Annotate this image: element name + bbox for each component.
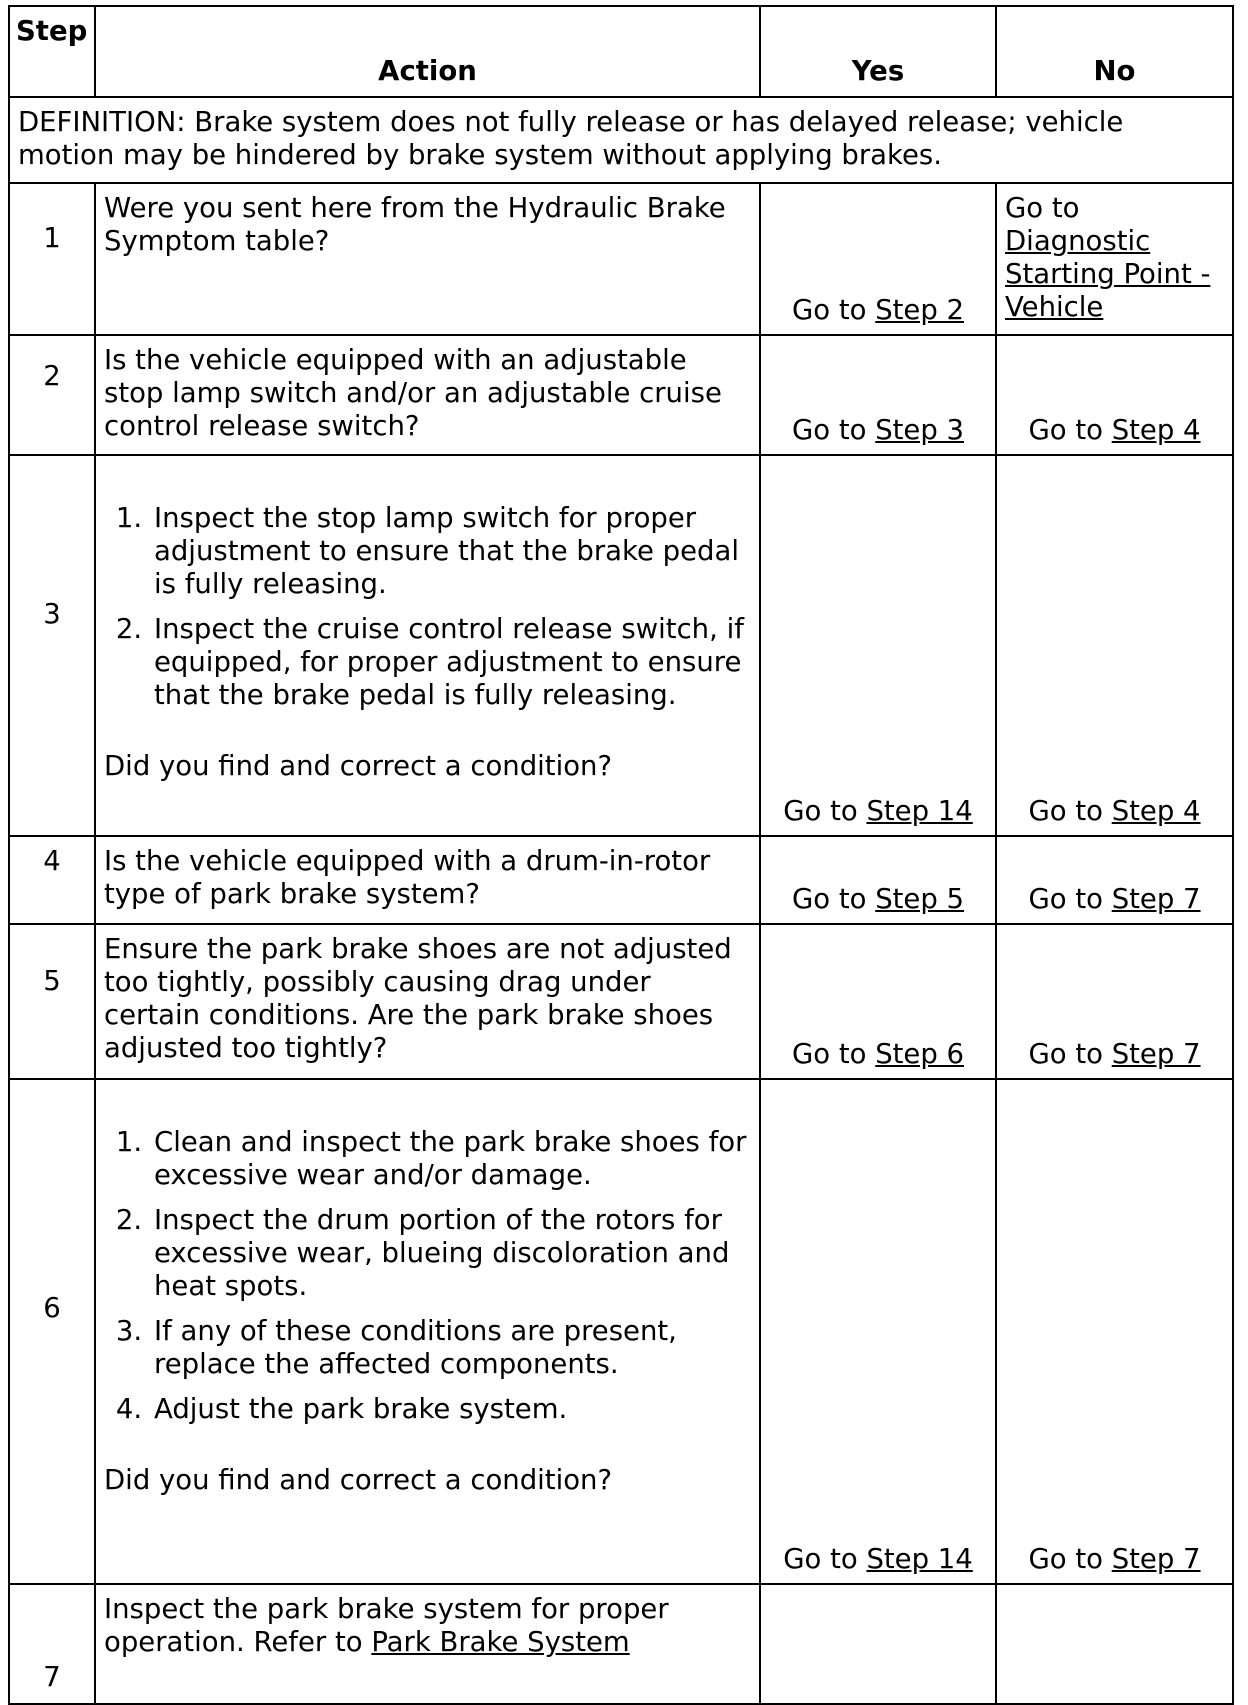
list-item-text: Inspect the stop lamp switch for proper adjustment to ensure that the brake pedal is fully releasing.: [154, 502, 739, 600]
list-item-number: 1.: [115, 502, 143, 534]
yes-cell: [760, 924, 996, 1079]
table-row: [9, 335, 1233, 455]
yes-link[interactable]: Step 5: [875, 883, 965, 915]
header-no: No: [996, 6, 1233, 97]
table-header-row: [9, 6, 1233, 97]
header-step: Step: [9, 6, 95, 97]
no-cell: [996, 183, 1233, 335]
step-number: 7: [9, 1584, 95, 1704]
park-brake-system-link[interactable]: Park Brake System: [371, 1626, 630, 1658]
go-to-label: Go to: [791, 414, 867, 446]
no-link[interactable]: Step 7: [1111, 883, 1201, 915]
go-to-label: Go to: [783, 1543, 858, 1575]
action-cell: [95, 1079, 760, 1584]
go-to-label: Go to: [1028, 414, 1103, 446]
list-item-text: Inspect the cruise control release switch, if equipped, for proper adjustment to ensure that the brake pedal is fully releasing.: [154, 613, 744, 711]
action-cell: [95, 455, 760, 836]
go-to-label: Go to: [1028, 1543, 1103, 1575]
yes-cell: [760, 455, 996, 836]
step-number: 2: [9, 335, 95, 455]
list-item-number: 4.: [115, 1393, 143, 1425]
action-text: Inspect the park brake system for proper operation. Refer to: [104, 1593, 669, 1658]
no-link[interactable]: Step 4: [1111, 795, 1201, 827]
list-item: [104, 1393, 751, 1426]
yes-link[interactable]: Step 2: [875, 294, 965, 326]
table-row: [9, 836, 1233, 924]
yes-link[interactable]: Step 6: [875, 1038, 965, 1070]
no-cell: [996, 1079, 1233, 1584]
list-item-number: 1.: [115, 1126, 143, 1158]
yes-cell: [760, 335, 996, 455]
no-link[interactable]: Step 7: [1111, 1038, 1201, 1070]
list-item-text: If any of these conditions are present, replace the affected components.: [154, 1315, 677, 1380]
list-item: [104, 613, 751, 712]
go-to-label: Go to: [783, 795, 858, 827]
step-number: 1: [9, 183, 95, 335]
yes-link[interactable]: Step 3: [875, 414, 965, 446]
no-cell: [996, 1584, 1233, 1704]
step-number: 5: [9, 924, 95, 1079]
table-row: [9, 455, 1233, 836]
definition-row: [9, 97, 1233, 183]
yes-link[interactable]: Step 14: [866, 795, 973, 827]
go-to-label: Go to: [791, 294, 867, 326]
no-link[interactable]: Step 4: [1111, 414, 1201, 446]
action-text: Is the vehicle equipped with an adjustable stop lamp switch and/or an adjustable cruise control release switch?: [95, 335, 760, 455]
list-item-number: 2.: [115, 1204, 143, 1236]
no-cell: [996, 836, 1233, 924]
yes-cell: [760, 183, 996, 335]
list-item-number: 2.: [115, 613, 143, 645]
go-to-label: Go to: [1028, 883, 1103, 915]
no-cell: [996, 924, 1233, 1079]
go-to-label: Go to: [791, 1038, 867, 1070]
table-row: [9, 183, 1233, 335]
definition-text: DEFINITION: Brake system does not fully release or has delayed release; vehicle motion may be hindered by brake system without applying brakes.: [9, 97, 1233, 183]
table-row: [9, 1079, 1233, 1584]
list-item-number: 3.: [115, 1315, 143, 1347]
question-text: Did you find and correct a condition?: [104, 750, 613, 782]
header-action: Action: [95, 6, 760, 97]
step-number: 4: [9, 836, 95, 924]
step-number: 3: [9, 455, 95, 836]
action-text: Ensure the park brake shoes are not adjusted too tightly, possibly causing drag under certain conditions. Are the park brake shoes adjusted too tightly?: [95, 924, 760, 1079]
action-cell: [95, 1584, 760, 1704]
diagnostic-table: [8, 5, 1234, 1705]
no-link[interactable]: Step 7: [1111, 1543, 1201, 1575]
yes-link[interactable]: Step 14: [866, 1543, 973, 1575]
action-text: Is the vehicle equipped with a drum-in-rotor type of park brake system?: [95, 836, 760, 924]
list-item-text: Adjust the park brake system.: [154, 1393, 568, 1425]
table-row: [9, 1584, 1233, 1704]
table-row: [9, 924, 1233, 1079]
no-cell: [996, 335, 1233, 455]
go-to-label: Go to: [791, 883, 867, 915]
step-number: 6: [9, 1079, 95, 1584]
instruction-list: [104, 502, 751, 712]
no-link[interactable]: Diagnostic Starting Point - Vehicle: [1005, 225, 1211, 323]
go-to-label: Go to: [1005, 192, 1080, 224]
list-item: [104, 1126, 751, 1192]
list-item-text: Clean and inspect the park brake shoes for excessive wear and/or damage.: [154, 1126, 747, 1191]
yes-cell: [760, 836, 996, 924]
list-item: [104, 502, 751, 601]
yes-cell: [760, 1584, 996, 1704]
list-item: [104, 1204, 751, 1303]
go-to-label: Go to: [1028, 795, 1103, 827]
list-item-text: Inspect the drum portion of the rotors for excessive wear, blueing discoloration and heat spots.: [154, 1204, 730, 1302]
header-yes: Yes: [760, 6, 996, 97]
yes-cell: [760, 1079, 996, 1584]
no-cell: [996, 455, 1233, 836]
instruction-list: [104, 1126, 751, 1426]
question-text: Did you find and correct a condition?: [104, 1464, 613, 1496]
list-item: [104, 1315, 751, 1381]
action-text: Were you sent here from the Hydraulic Brake Symptom table?: [95, 183, 760, 335]
go-to-label: Go to: [1028, 1038, 1103, 1070]
